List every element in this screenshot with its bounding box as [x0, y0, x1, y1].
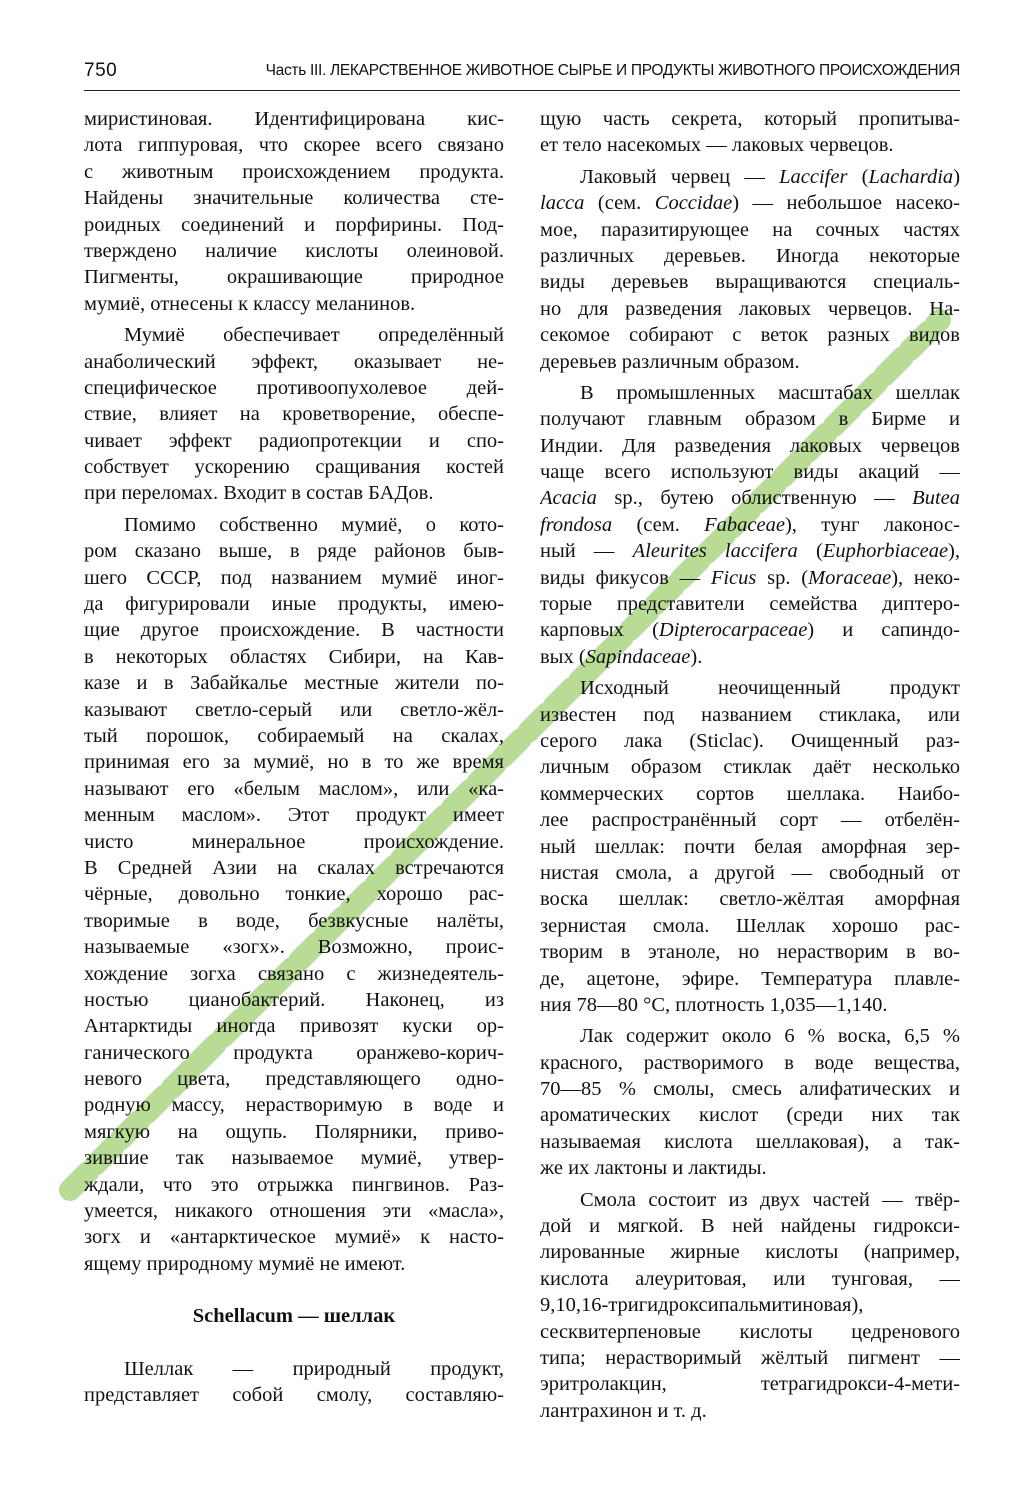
text-line: мягкую на ощупь. Полярники, приво-	[84, 1120, 504, 1143]
text-line: карповых (Dipterocarpaceae) и сапиндо-	[540, 619, 960, 642]
text-line: миристиновая. Идентифицирована кис-	[84, 108, 504, 130]
text-line: родную массу, нерастворимую в воде и	[84, 1094, 504, 1117]
text-line: зернистая смола. Шеллак хорошо рас-	[540, 914, 960, 937]
text-line: чёрные, довольно тонкие, хорошо рас-	[84, 883, 504, 906]
text-line: собствует ускорению сращивания костей	[84, 456, 504, 479]
text-line: ный шеллак: почти белая аморфная зер-	[540, 835, 960, 858]
text-line: лантрахинон и т. д.	[540, 1399, 707, 1422]
text-line: чивает эффект радиопротекции и спо-	[84, 429, 504, 452]
text-line: в некоторых областях Сибири, на Кав-	[84, 645, 504, 668]
text-line: но для разведения лаковых червецов. На-	[540, 297, 960, 320]
text-line: эритролакцин, тетрагидрокси-4-мети-	[540, 1373, 960, 1396]
text-line: лее распространённый сорт — отбелён-	[540, 809, 960, 832]
paragraph-shellac-continued	[540, 106, 960, 159]
text-line: ароматических кислот (среди них так	[540, 1104, 960, 1127]
running-head	[84, 58, 960, 91]
left-column	[84, 106, 504, 1408]
text-line: Исходный неочищенный продукт	[580, 677, 960, 700]
text-line: Acacia sp., бутею облиственную — Butea	[540, 487, 960, 510]
text-line: 9,10,16-тригидроксипальмитиновая),	[540, 1294, 864, 1317]
text-line: Индии. Для разведения лаковых червецов	[540, 434, 960, 457]
text-line: frondosa (сем. Fabaceae), тунг лаконос-	[540, 513, 960, 536]
text-line: же их лактоны и лактиды.	[540, 1157, 767, 1180]
text-line: представляет собой смолу, составляю-	[84, 1383, 504, 1406]
paragraph-lac-insect	[540, 164, 960, 375]
text-line: В Средней Азии на скалах встречаются	[84, 856, 504, 879]
text-line: лота гиппуровая, что скорее всего связано	[84, 134, 504, 157]
paragraph-other-mumie	[84, 512, 504, 1277]
text-line: lacca (сем. Coccidae) — небольшое насеко-	[540, 192, 960, 215]
text-line: кислота алеуритовая, или тунговая, —	[540, 1267, 960, 1290]
text-line: воска шеллак: светло-жёлтая аморфная	[540, 888, 960, 911]
text-line: ром сказано выше, в ряде районов быв-	[84, 540, 504, 563]
text-line: красного, растворимого в воде вещества,	[540, 1051, 960, 1074]
text-line: мое, паразитирующее на сочных частях	[540, 218, 960, 241]
text-line: с животным происхождением продукта.	[84, 160, 504, 183]
text-line: В промышленных масштабах шеллак	[580, 381, 960, 404]
text-line: хождение зогха связано с жизнедеятель-	[84, 962, 504, 985]
right-column	[540, 106, 960, 1424]
text-line: да фигурировали иные продукты, имею-	[84, 593, 504, 616]
text-line: творим в этаноле, но нерастворим в во-	[540, 941, 960, 964]
text-line: типа; нерастворимый жёлтый пигмент —	[540, 1346, 960, 1369]
text-line: Пигменты, окрашивающие природное	[84, 266, 504, 289]
page-number: 750	[84, 60, 118, 81]
text-line: дой и мягкой. В ней найдены гидрокси-	[540, 1215, 960, 1238]
text-line: секомое собирают с веток разных видов	[540, 324, 960, 347]
text-line: называемые «зогх». Возможно, проис-	[84, 936, 504, 959]
text-line: лированные жирные кислоты (например,	[540, 1241, 960, 1264]
text-line: личным образом стиклак даёт несколько	[540, 756, 960, 779]
text-line: виды фикусов — Ficus sp. (Moraceae), неко-	[540, 566, 960, 589]
text-line: сесквитерпеновые кислоты цедренового	[540, 1320, 960, 1343]
text-line: чаще всего используют виды акаций —	[540, 461, 960, 484]
paragraph-resin-composition	[540, 1187, 960, 1425]
text-line: Лак содержит около 6 % воска, 6,5 %	[580, 1025, 960, 1048]
text-line: вых (Sapindaceae).	[540, 645, 703, 668]
text-line: казывают светло-серый или светло-жёл-	[84, 698, 504, 721]
paragraph-industrial-production	[540, 380, 960, 670]
text-line: де, ацетоне, эфире. Температура плавле-	[540, 967, 960, 990]
text-line: зогх и «антарктическое мумиё» к насто-	[84, 1226, 504, 1249]
text-line: творимые в воде, безвкусные налёты,	[84, 909, 504, 932]
text-line: ствие, влияет на кроветворение, обеспе-	[84, 403, 504, 426]
text-line: щие другое происхождение. В частности	[84, 619, 504, 642]
text-line: ганического продукта оранжево-корич-	[84, 1041, 504, 1064]
section-heading: Schellacum — шеллак	[192, 1305, 396, 1328]
text-line: роидных соединений и порфирины. Под-	[84, 213, 504, 236]
text-line: принимая его за мумиё, но в то же время	[84, 751, 504, 774]
text-line: коммерческих сортов шеллака. Наибо-	[540, 782, 960, 805]
chapter-title: Часть III. ЛЕКАРСТВЕННОЕ ЖИВОТНОЕ СЫРЬЕ И ПРОДУКТЫ ЖИВОТНОГО ПРОИСХОЖДЕНИЯ	[265, 62, 960, 79]
text-line: деревьев различным образом.	[540, 350, 800, 373]
text-line: называемая кислота шеллаковая), а так-	[540, 1130, 960, 1153]
text-line: нистая смола, а другой — свободный от	[540, 861, 960, 884]
text-line: специфическое противоопухолевое дей-	[84, 376, 504, 399]
text-line: казе и в Забайкалье местные жители по-	[84, 672, 504, 695]
text-line: 70—85 % смолы, смесь алифатических и	[540, 1078, 960, 1101]
paragraph-mumie-composition	[84, 106, 504, 317]
text-line: получают главным образом в Бирме и	[540, 408, 960, 431]
text-line: умеется, никакого отношения эти «масла»,	[84, 1200, 504, 1223]
text-line: ный — Aleurites laccifera (Euphorbiaceae),	[540, 540, 960, 563]
text-line: тверждено наличие кислоты олеиновой.	[84, 239, 504, 262]
text-line: ждали, что это отрыжка пингвинов. Раз-	[84, 1173, 504, 1196]
text-line: виды деревьев выращиваются специаль-	[540, 271, 960, 294]
text-line: Мумиё обеспечивает определённый	[124, 324, 504, 347]
text-line: ящему природному мумиё не имеют.	[84, 1252, 406, 1275]
text-line: Помимо собственно мумиё, о кото-	[124, 513, 504, 536]
text-line: различных деревьев. Иногда некоторые	[540, 244, 960, 267]
text-line: шего СССР, под названием мумиё иног-	[84, 566, 504, 589]
text-line: тый порошок, собираемый на скалах,	[84, 724, 504, 747]
text-line: серого лака (Sticlac). Очищенный раз-	[540, 729, 960, 752]
text-line: ностью цианобактерий. Наконец, из	[84, 988, 504, 1011]
text-line: торые представители семейства диптеро-	[540, 593, 960, 616]
text-line: Найдены значительные количества сте-	[84, 187, 504, 210]
text-line: анаболический эффект, оказывает не-	[84, 350, 504, 373]
text-line: называют его «белым маслом», или «ка-	[84, 777, 504, 800]
text-line: зившие так называемое мумиё, утвер-	[84, 1147, 504, 1170]
paragraph-sticlac	[540, 675, 960, 1018]
text-line: Антарктиды иногда привозят куски ор-	[84, 1015, 504, 1038]
text-line: менным маслом». Этот продукт имеет	[84, 804, 504, 827]
text-line: Лаковый червец — Laccifer (Lachardia)	[580, 165, 960, 188]
paragraph-mumie-effects	[84, 322, 504, 507]
text-line: при переломах. Входит в состав БАДов.	[84, 482, 434, 505]
text-line: ния 78—80 °C, плотность 1,035—1,140.	[540, 993, 888, 1016]
text-line: невого цвета, представляющего одно-	[84, 1068, 504, 1091]
text-line: ет тело насекомых — лаковых червецов.	[540, 134, 894, 157]
paragraph-lac-composition	[540, 1023, 960, 1181]
text-line: щую часть секрета, который пропитыва-	[540, 108, 960, 130]
paragraph-shellac-intro	[84, 1356, 504, 1409]
text-line: Смола состоит из двух частей — твёр-	[580, 1188, 960, 1211]
text-line: чисто минеральное происхождение.	[84, 830, 504, 853]
text-line: известен под названием стиклака, или	[540, 703, 960, 726]
text-line: мумиё, отнесены к классу меланинов.	[84, 292, 416, 315]
text-line: Шеллак — природный продукт,	[124, 1357, 504, 1380]
